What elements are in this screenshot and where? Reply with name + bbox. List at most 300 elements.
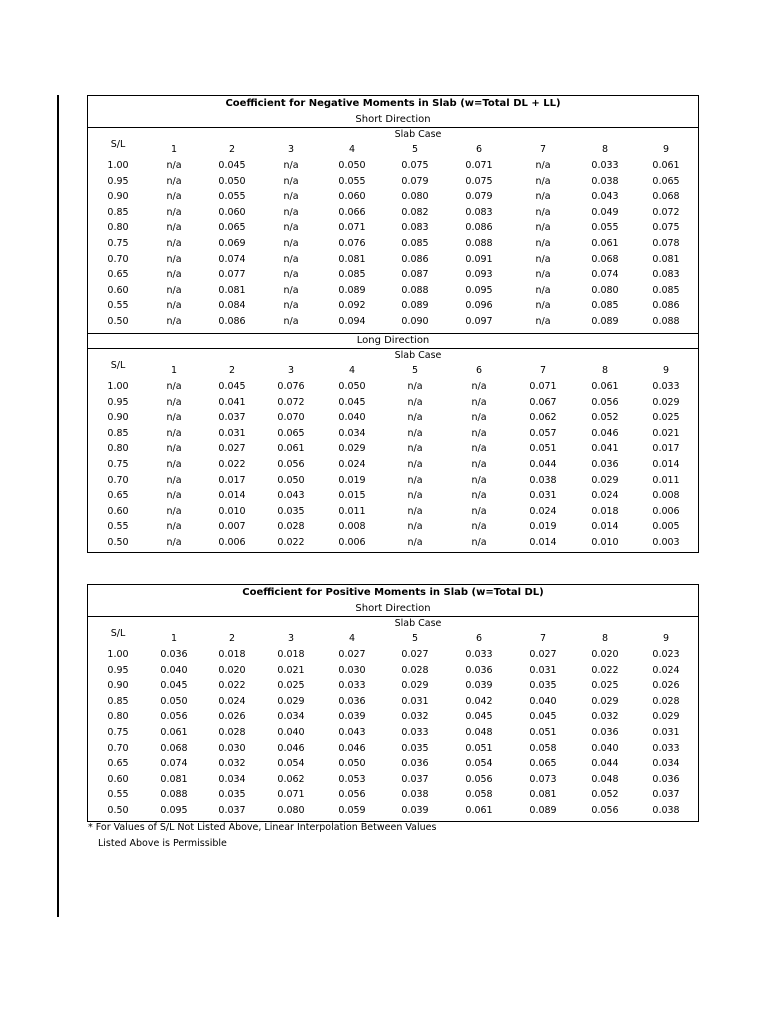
- pos-short-table-cell: 0.036: [160, 649, 188, 660]
- pos-short-table-cell: 0.035: [529, 680, 557, 692]
- pos-short-table-cell: 0.042: [465, 695, 493, 707]
- neg-short-table-cell: n/a: [166, 206, 182, 218]
- neg-short-table-cell: n/a: [166, 175, 182, 187]
- pos-short-table-cell: 0.023: [652, 649, 680, 660]
- neg-long-table-cell: 0.006: [338, 537, 366, 548]
- pos-short-table-cell: 0.071: [277, 789, 305, 801]
- neg-long-table-cell: 0.011: [338, 505, 366, 517]
- neg-short-table-cell: 0.093: [465, 269, 493, 281]
- pos-short-table-cell: 0.046: [338, 742, 366, 754]
- pos-short-row-ratio: 0.60: [107, 773, 129, 785]
- neg-short-table-cell: 0.061: [652, 160, 680, 171]
- neg-long-table-cell: 0.056: [591, 396, 619, 408]
- positive-short-direction-heading: Short Direction: [355, 603, 431, 614]
- neg-short-case-number: 6: [475, 144, 483, 155]
- pos-short-case-number: 6: [475, 633, 483, 644]
- neg-short-table-cell: 0.096: [465, 300, 493, 312]
- pos-short-table-cell: 0.037: [401, 773, 429, 785]
- neg-short-table-cell: n/a: [535, 300, 551, 312]
- neg-long-case-number: 8: [601, 365, 609, 376]
- neg-short-table-cell: 0.097: [465, 316, 493, 327]
- neg-long-table-cell: n/a: [471, 521, 487, 533]
- neg-short-table-cell: 0.088: [401, 284, 429, 296]
- neg-long-table-cell: n/a: [166, 537, 182, 548]
- neg-long-table-cell: n/a: [166, 459, 182, 470]
- pos-short-table-cell: 0.080: [277, 805, 305, 816]
- neg-short-table-cell: n/a: [535, 175, 551, 187]
- neg-long-table-cell: n/a: [471, 537, 487, 548]
- neg-short-table-cell: 0.080: [591, 284, 619, 296]
- neg-long-table-cell: 0.024: [591, 490, 619, 502]
- neg-long-table-cell: 0.067: [529, 396, 557, 408]
- neg-long-table-cell: 0.014: [652, 459, 680, 470]
- neg-long-table-cell: n/a: [407, 396, 423, 408]
- neg-long-table-cell: 0.014: [218, 490, 246, 502]
- pos-short-table-cell: 0.036: [401, 758, 429, 770]
- neg-short-case-number: 1: [170, 144, 178, 155]
- pos-short-table-cell: 0.033: [338, 680, 366, 692]
- pos-short-table-cell: 0.036: [465, 664, 493, 676]
- footnote-line-1: * For Values of S/L Not Listed Above, Linear Interpolation Between Values: [88, 822, 437, 833]
- neg-short-table-cell: n/a: [535, 284, 551, 296]
- pos-short-table-cell: 0.037: [652, 789, 680, 801]
- neg-short-table-cell: 0.060: [338, 191, 366, 203]
- pos-short-table-cell: 0.026: [652, 680, 680, 692]
- neg-long-table-cell: 0.022: [218, 459, 246, 470]
- neg-short-table-cell: 0.087: [401, 269, 429, 281]
- pos-short-case-number: 8: [601, 633, 609, 644]
- neg-short-table-cell: n/a: [535, 222, 551, 234]
- neg-short-row-ratio: 0.85: [107, 206, 129, 218]
- pos-short-table-cell: 0.025: [591, 680, 619, 692]
- neg-short-table-cell: 0.089: [401, 300, 429, 312]
- pos-short-table-cell: 0.018: [277, 649, 305, 660]
- neg-short-table-cell: 0.055: [218, 191, 246, 203]
- pos-short-row-ratio: 0.85: [107, 695, 129, 707]
- pos-short-table-cell: 0.081: [529, 789, 557, 801]
- pos-short-table-cell: 0.031: [401, 695, 429, 707]
- neg-long-table-cell: 0.037: [218, 412, 246, 424]
- neg-short-table-cell: 0.086: [218, 316, 246, 327]
- pos-short-table-cell: 0.046: [277, 742, 305, 754]
- neg-short-table-cell: 0.079: [465, 191, 493, 203]
- pos-short-table-cell: 0.056: [338, 789, 366, 801]
- neg-long-table-cell: 0.005: [652, 521, 680, 533]
- pos-short-row-ratio: 1.00: [107, 649, 129, 660]
- pos-short-table-cell: 0.033: [401, 727, 429, 738]
- neg-long-table-cell: n/a: [471, 443, 487, 455]
- neg-long-table-cell: 0.024: [529, 505, 557, 517]
- neg-long-row-ratio: 0.70: [107, 474, 129, 486]
- neg-short-table-cell: 0.085: [652, 284, 680, 296]
- pos-short-table-cell: 0.044: [591, 758, 619, 770]
- neg-short-table-cell: n/a: [166, 253, 182, 265]
- pos-short-table-cell: 0.051: [529, 727, 557, 738]
- neg-short-table-cell: 0.060: [218, 206, 246, 218]
- pos-short-case-number: 9: [662, 633, 670, 644]
- pos-short-table-cell: 0.040: [277, 727, 305, 738]
- neg-long-case-number: 9: [662, 365, 670, 376]
- neg-short-table-cell: 0.050: [338, 160, 366, 171]
- pos-short-table-cell: 0.040: [529, 695, 557, 707]
- neg-long-table-cell: 0.010: [218, 505, 246, 517]
- pos-short-table-cell: 0.036: [652, 773, 680, 785]
- neg-long-table-cell: n/a: [407, 521, 423, 533]
- pos-short-table-cell: 0.028: [652, 695, 680, 707]
- neg-long-table-cell: n/a: [166, 381, 182, 392]
- neg-long-table-cell: 0.031: [218, 427, 246, 439]
- neg-long-row-ratio: 0.65: [107, 490, 129, 502]
- neg-short-row-ratio: 0.95: [107, 175, 129, 187]
- positive-moments-table: [87, 584, 699, 822]
- neg-short-case-number: 5: [411, 144, 419, 155]
- neg-long-table-cell: n/a: [407, 381, 423, 392]
- neg-long-table-cell: n/a: [407, 505, 423, 517]
- neg-short-table-cell: n/a: [283, 269, 299, 281]
- pos-short-table-cell: 0.048: [465, 727, 493, 738]
- neg-short-row-ratio: 0.60: [107, 284, 129, 296]
- neg-short-table-cell: 0.072: [652, 206, 680, 218]
- neg-long-table-cell: n/a: [407, 459, 423, 470]
- neg-short-table-cell: 0.085: [401, 238, 429, 249]
- neg-short-table-cell: 0.095: [465, 284, 493, 296]
- neg-long-table-cell: 0.028: [277, 521, 305, 533]
- neg-long-table-cell: 0.025: [652, 412, 680, 424]
- neg-short-row-ratio: 0.75: [107, 238, 129, 249]
- neg-short-table-cell: 0.079: [401, 175, 429, 187]
- negative-short-direction-heading: Short Direction: [355, 114, 431, 125]
- neg-short-table-cell: n/a: [166, 300, 182, 312]
- neg-long-case-number: 1: [170, 365, 178, 376]
- pos-short-table-cell: 0.028: [218, 727, 246, 738]
- pos-short-table-cell: 0.045: [160, 680, 188, 692]
- neg-long-table-cell: 0.061: [277, 443, 305, 455]
- divider: [88, 348, 698, 349]
- pos-short-table-cell: 0.020: [218, 664, 246, 676]
- neg-short-row-ratio: 1.00: [107, 160, 129, 171]
- neg-long-table-cell: 0.019: [529, 521, 557, 533]
- neg-short-table-cell: n/a: [283, 191, 299, 203]
- neg-short-table-cell: n/a: [166, 238, 182, 249]
- pos-short-table-cell: 0.068: [160, 742, 188, 754]
- neg-short-table-cell: 0.075: [401, 160, 429, 171]
- neg-short-table-cell: 0.043: [591, 191, 619, 203]
- neg-long-sl-header: S/L: [110, 360, 126, 371]
- neg-long-row-ratio: 1.00: [107, 381, 129, 392]
- neg-long-row-ratio: 0.95: [107, 396, 129, 408]
- neg-long-table-cell: 0.041: [591, 443, 619, 455]
- neg-long-table-cell: 0.043: [277, 490, 305, 502]
- neg-short-table-cell: 0.088: [652, 316, 680, 327]
- neg-long-table-cell: 0.029: [652, 396, 680, 408]
- neg-long-table-cell: n/a: [471, 459, 487, 470]
- neg-short-table-cell: n/a: [283, 206, 299, 218]
- neg-short-row-ratio: 0.50: [107, 316, 129, 327]
- neg-long-table-cell: 0.051: [529, 443, 557, 455]
- neg-short-table-cell: n/a: [283, 175, 299, 187]
- neg-long-table-cell: 0.017: [652, 443, 680, 455]
- neg-long-table-cell: 0.006: [218, 537, 246, 548]
- neg-long-table-cell: 0.017: [218, 474, 246, 486]
- pos-short-table-cell: 0.029: [652, 711, 680, 723]
- neg-short-table-cell: 0.080: [401, 191, 429, 203]
- neg-short-table-cell: n/a: [166, 269, 182, 281]
- neg-short-table-cell: n/a: [166, 316, 182, 327]
- neg-short-table-cell: 0.086: [652, 300, 680, 312]
- pos-short-table-cell: 0.050: [338, 758, 366, 770]
- pos-short-table-cell: 0.059: [338, 805, 366, 816]
- pos-short-table-cell: 0.021: [277, 664, 305, 676]
- neg-short-table-cell: 0.081: [652, 253, 680, 265]
- neg-long-table-cell: 0.014: [529, 537, 557, 548]
- neg-short-table-cell: 0.083: [465, 206, 493, 218]
- pos-short-table-cell: 0.081: [160, 773, 188, 785]
- pos-short-table-cell: 0.027: [529, 649, 557, 660]
- pos-short-table-cell: 0.040: [160, 664, 188, 676]
- pos-short-table-cell: 0.073: [529, 773, 557, 785]
- pos-short-table-cell: 0.045: [465, 711, 493, 723]
- neg-long-table-cell: n/a: [166, 443, 182, 455]
- pos-short-table-cell: 0.035: [218, 789, 246, 801]
- pos-short-case-number: 1: [170, 633, 178, 644]
- neg-long-table-cell: 0.040: [338, 412, 366, 424]
- pos-short-row-ratio: 0.95: [107, 664, 129, 676]
- pos-short-table-cell: 0.037: [218, 805, 246, 816]
- pos-short-table-cell: 0.022: [591, 664, 619, 676]
- neg-long-table-cell: 0.003: [652, 537, 680, 548]
- pos-short-slab-case-header: Slab Case: [394, 618, 442, 629]
- pos-short-table-cell: 0.095: [160, 805, 188, 816]
- neg-short-table-cell: 0.089: [591, 316, 619, 327]
- neg-long-table-cell: 0.065: [277, 427, 305, 439]
- neg-short-table-cell: n/a: [283, 284, 299, 296]
- neg-short-table-cell: 0.055: [338, 175, 366, 187]
- neg-long-table-cell: n/a: [407, 427, 423, 439]
- neg-long-table-cell: 0.014: [591, 521, 619, 533]
- pos-short-table-cell: 0.035: [401, 742, 429, 754]
- neg-short-table-cell: 0.068: [591, 253, 619, 265]
- neg-short-table-cell: 0.088: [465, 238, 493, 249]
- neg-long-table-cell: 0.041: [218, 396, 246, 408]
- pos-short-table-cell: 0.058: [529, 742, 557, 754]
- neg-long-table-cell: 0.061: [591, 381, 619, 392]
- neg-short-table-cell: 0.077: [218, 269, 246, 281]
- neg-long-table-cell: 0.021: [652, 427, 680, 439]
- neg-long-table-cell: n/a: [471, 396, 487, 408]
- neg-short-row-ratio: 0.90: [107, 191, 129, 203]
- pos-short-table-cell: 0.054: [465, 758, 493, 770]
- pos-short-table-cell: 0.089: [529, 805, 557, 816]
- neg-long-table-cell: 0.010: [591, 537, 619, 548]
- neg-short-table-cell: 0.049: [591, 206, 619, 218]
- neg-long-table-cell: 0.056: [277, 459, 305, 470]
- neg-long-table-cell: 0.006: [652, 505, 680, 517]
- neg-long-table-cell: 0.035: [277, 505, 305, 517]
- pos-short-row-ratio: 0.90: [107, 680, 129, 692]
- neg-short-table-cell: n/a: [166, 222, 182, 234]
- neg-long-row-ratio: 0.50: [107, 537, 129, 548]
- pos-short-table-cell: 0.051: [465, 742, 493, 754]
- neg-long-table-cell: 0.027: [218, 443, 246, 455]
- pos-short-table-cell: 0.032: [591, 711, 619, 723]
- pos-short-table-cell: 0.038: [652, 805, 680, 816]
- pos-short-table-cell: 0.030: [338, 664, 366, 676]
- neg-long-row-ratio: 0.55: [107, 521, 129, 533]
- neg-short-table-cell: 0.071: [465, 160, 493, 171]
- neg-short-table-cell: 0.085: [338, 269, 366, 281]
- neg-short-table-cell: 0.076: [338, 238, 366, 249]
- neg-short-row-ratio: 0.80: [107, 222, 129, 234]
- neg-short-table-cell: 0.089: [338, 284, 366, 296]
- neg-long-table-cell: 0.052: [591, 412, 619, 424]
- neg-long-table-cell: 0.071: [529, 381, 557, 392]
- neg-long-table-cell: n/a: [471, 427, 487, 439]
- pos-short-table-cell: 0.027: [338, 649, 366, 660]
- neg-long-table-cell: n/a: [407, 412, 423, 424]
- neg-long-table-cell: n/a: [407, 537, 423, 548]
- pos-short-row-ratio: 0.75: [107, 727, 129, 738]
- neg-short-table-cell: 0.091: [465, 253, 493, 265]
- neg-long-table-cell: n/a: [166, 396, 182, 408]
- neg-short-table-cell: 0.033: [591, 160, 619, 171]
- pos-short-row-ratio: 0.80: [107, 711, 129, 723]
- neg-short-table-cell: 0.065: [218, 222, 246, 234]
- neg-long-table-cell: 0.050: [277, 474, 305, 486]
- pos-short-table-cell: 0.022: [218, 680, 246, 692]
- neg-short-table-cell: n/a: [283, 253, 299, 265]
- neg-short-table-cell: 0.055: [591, 222, 619, 234]
- pos-short-table-cell: 0.061: [465, 805, 493, 816]
- neg-long-table-cell: 0.046: [591, 427, 619, 439]
- neg-short-table-cell: 0.074: [218, 253, 246, 265]
- footnote-line-2: Listed Above is Permissible: [98, 838, 227, 849]
- neg-long-table-cell: 0.024: [338, 459, 366, 470]
- pos-short-table-cell: 0.048: [591, 773, 619, 785]
- pos-short-table-cell: 0.026: [218, 711, 246, 723]
- pos-short-table-cell: 0.024: [218, 695, 246, 707]
- pos-short-table-cell: 0.030: [218, 742, 246, 754]
- pos-short-table-cell: 0.053: [338, 773, 366, 785]
- neg-long-case-number: 6: [475, 365, 483, 376]
- divider: [88, 616, 698, 617]
- neg-short-table-cell: n/a: [166, 191, 182, 203]
- neg-long-table-cell: n/a: [407, 490, 423, 502]
- neg-short-table-cell: n/a: [535, 316, 551, 327]
- neg-short-table-cell: 0.065: [652, 175, 680, 187]
- neg-short-table-cell: 0.085: [591, 300, 619, 312]
- negative-moments-table: [87, 95, 699, 553]
- neg-short-case-number: 7: [539, 144, 547, 155]
- neg-short-table-cell: 0.083: [401, 222, 429, 234]
- neg-short-table-cell: n/a: [283, 238, 299, 249]
- neg-short-table-cell: n/a: [166, 284, 182, 296]
- pos-short-table-cell: 0.045: [529, 711, 557, 723]
- neg-long-table-cell: 0.008: [338, 521, 366, 533]
- neg-long-row-ratio: 0.85: [107, 427, 129, 439]
- pos-short-case-number: 5: [411, 633, 419, 644]
- neg-short-case-number: 4: [348, 144, 356, 155]
- neg-short-case-number: 3: [287, 144, 295, 155]
- pos-short-table-cell: 0.052: [591, 789, 619, 801]
- neg-short-row-ratio: 0.65: [107, 269, 129, 281]
- pos-short-table-cell: 0.040: [591, 742, 619, 754]
- neg-short-table-cell: 0.066: [338, 206, 366, 218]
- pos-short-table-cell: 0.033: [465, 649, 493, 660]
- pos-short-table-cell: 0.039: [401, 805, 429, 816]
- pos-short-case-number: 3: [287, 633, 295, 644]
- negative-table-title: Coefficient for Negative Moments in Slab (w=Total DL + LL): [225, 98, 561, 109]
- pos-short-table-cell: 0.031: [652, 727, 680, 738]
- pos-short-table-cell: 0.039: [465, 680, 493, 692]
- neg-long-table-cell: 0.076: [277, 381, 305, 392]
- neg-long-table-cell: 0.044: [529, 459, 557, 470]
- neg-short-table-cell: n/a: [283, 160, 299, 171]
- neg-short-table-cell: 0.086: [401, 253, 429, 265]
- neg-short-slab-case-header: Slab Case: [394, 129, 442, 140]
- pos-short-table-cell: 0.028: [401, 664, 429, 676]
- pos-short-case-number: 2: [228, 633, 236, 644]
- neg-long-table-cell: n/a: [407, 443, 423, 455]
- neg-short-case-number: 8: [601, 144, 609, 155]
- neg-long-table-cell: 0.057: [529, 427, 557, 439]
- neg-short-table-cell: n/a: [166, 160, 182, 171]
- neg-short-case-number: 2: [228, 144, 236, 155]
- pos-short-table-cell: 0.043: [338, 727, 366, 738]
- pos-short-table-cell: 0.025: [277, 680, 305, 692]
- neg-short-table-cell: n/a: [283, 222, 299, 234]
- pos-short-case-number: 7: [539, 633, 547, 644]
- pos-short-table-cell: 0.031: [529, 664, 557, 676]
- pos-short-table-cell: 0.020: [591, 649, 619, 660]
- pos-short-table-cell: 0.029: [401, 680, 429, 692]
- neg-long-table-cell: n/a: [166, 412, 182, 424]
- pos-short-table-cell: 0.038: [401, 789, 429, 801]
- neg-long-table-cell: n/a: [471, 490, 487, 502]
- neg-long-table-cell: 0.029: [591, 474, 619, 486]
- pos-short-table-cell: 0.029: [591, 695, 619, 707]
- pos-short-table-cell: 0.032: [218, 758, 246, 770]
- neg-long-table-cell: 0.019: [338, 474, 366, 486]
- neg-long-table-cell: 0.038: [529, 474, 557, 486]
- pos-short-table-cell: 0.018: [218, 649, 246, 660]
- neg-long-slab-case-header: Slab Case: [394, 350, 442, 361]
- neg-long-table-cell: 0.018: [591, 505, 619, 517]
- pos-short-table-cell: 0.056: [160, 711, 188, 723]
- pos-short-table-cell: 0.061: [160, 727, 188, 738]
- pos-short-sl-header: S/L: [110, 628, 126, 639]
- pos-short-table-cell: 0.036: [591, 727, 619, 738]
- pos-short-table-cell: 0.056: [465, 773, 493, 785]
- neg-long-table-cell: 0.072: [277, 396, 305, 408]
- neg-long-row-ratio: 0.60: [107, 505, 129, 517]
- neg-long-table-cell: 0.062: [529, 412, 557, 424]
- neg-long-table-cell: n/a: [166, 521, 182, 533]
- pos-short-row-ratio: 0.65: [107, 758, 129, 770]
- neg-long-case-number: 4: [348, 365, 356, 376]
- neg-short-table-cell: 0.038: [591, 175, 619, 187]
- neg-long-case-number: 2: [228, 365, 236, 376]
- pos-short-row-ratio: 0.50: [107, 805, 129, 816]
- neg-long-table-cell: 0.050: [338, 381, 366, 392]
- pos-short-table-cell: 0.039: [338, 711, 366, 723]
- neg-long-row-ratio: 0.75: [107, 459, 129, 470]
- neg-short-table-cell: 0.050: [218, 175, 246, 187]
- neg-long-table-cell: n/a: [471, 412, 487, 424]
- neg-short-table-cell: 0.082: [401, 206, 429, 218]
- pos-short-table-cell: 0.034: [652, 758, 680, 770]
- neg-long-table-cell: 0.045: [338, 396, 366, 408]
- neg-long-table-cell: 0.022: [277, 537, 305, 548]
